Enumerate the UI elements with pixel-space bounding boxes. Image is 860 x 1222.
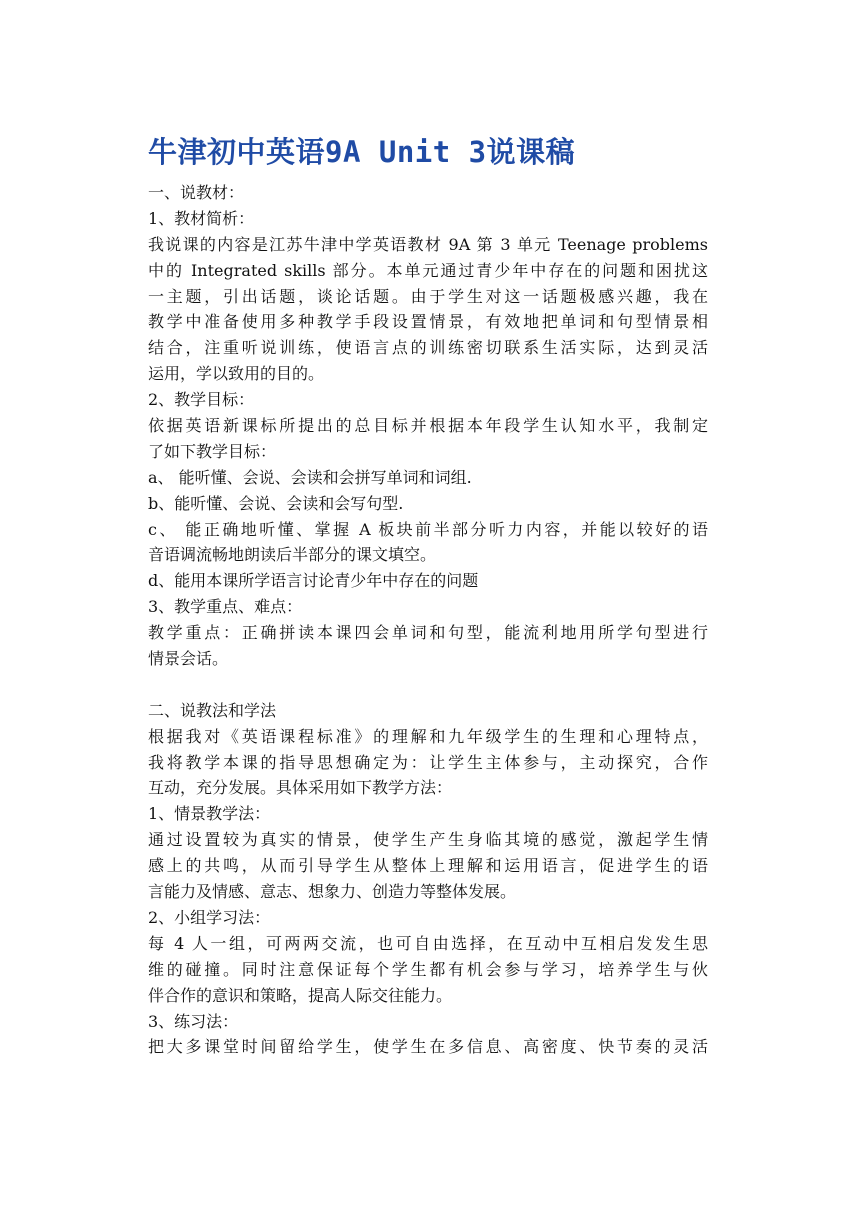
text-line: 一主题，引出话题，谈论话题。由于学生对这一话题极感兴趣，我在 (148, 286, 708, 306)
text-line: 我说课的内容是江苏牛津中学英语教材 9A 第 3 单元 Teenage problems (148, 234, 708, 254)
text-line: b、能听懂、会说、会读和会写句型. (148, 493, 404, 513)
text-line: 2、小组学习法： (148, 907, 271, 927)
text-line: 言能力及情感、意志、想象力、创造力等整体发展。 (148, 882, 517, 902)
text-line: 3、教学重点、难点： (148, 597, 303, 617)
text-line: a、 能听懂、会说、会读和会拼写单词和词组. (148, 467, 472, 487)
text-line: 运用，学以致用的目的。 (148, 364, 325, 384)
text-line: 1、情景教学法： (148, 804, 271, 824)
text-line: 3、练习法： (148, 1011, 239, 1031)
text-line: 根据我对《英语课程标准》的理解和九年级学生的生理和心理特点， (148, 726, 708, 746)
text-line: 每 4 人一组，可两两交流，也可自由选择，在互动中互相启发发生思 (148, 933, 708, 953)
text-line: 一、说教材： (148, 183, 245, 202)
text-line: 2、教学目标： (148, 390, 255, 410)
text-line: 1、教材简析： (148, 208, 255, 228)
text-line: 依据英语新课标所提出的总目标并根据本年段学生认知水平，我制定 (148, 416, 708, 436)
text-line: 了如下教学目标： (148, 441, 277, 461)
text-line: d、能用本课所学语言讨论青少年中存在的问题 (148, 571, 479, 591)
text-line: 我将教学本课的指导思想确定为：让学生主体参与，主动探究，合作 (148, 752, 708, 772)
text-line: 结合，注重听说训练，使语言点的训练密切联系生活实际，达到灵活 (148, 338, 708, 358)
document-body (148, 180, 708, 1060)
text-line: c、 能正确地听懂、掌握 A 板块前半部分听力内容，并能以较好的语 (148, 519, 708, 539)
text-line: 二、说教法和学法 (148, 700, 277, 720)
text-line: 感上的共鸣，从而引导学生从整体上理解和运用语言，促进学生的语 (148, 856, 708, 876)
text-line: 音语调流畅地朗读后半部分的课文填空。 (148, 545, 437, 565)
text-line: 伴合作的意识和策略，提高人际交往能力。 (148, 985, 453, 1005)
document-title: 牛津初中英语9A Unit 3说课稿 (148, 135, 576, 169)
blank-line (148, 672, 708, 698)
document-page (148, 132, 708, 1060)
text-line: 通过设置较为真实的情景，使学生产生身临其境的感觉，激起学生情 (148, 830, 708, 850)
text-line: 互动，充分发展。具体采用如下教学方法： (148, 778, 453, 798)
text-line: 情景会话。 (148, 649, 229, 669)
text-line: 中的 Integrated skills 部分。本单元通过青少年中存在的问题和困扰这 (148, 260, 708, 280)
text-line: 把大多课堂时间留给学生，使学生在多信息、高密度、快节奏的灵活 (148, 1037, 708, 1057)
text-line: 维的碰撞。同时注意保证每个学生都有机会参与学习，培养学生与伙 (148, 959, 708, 979)
text-line: 教学重点：正确拼读本课四会单词和句型，能流利地用所学句型进行 (148, 623, 708, 643)
text-line: 教学中准备使用多种教学手段设置情景，有效地把单词和句型情景相 (148, 312, 708, 332)
